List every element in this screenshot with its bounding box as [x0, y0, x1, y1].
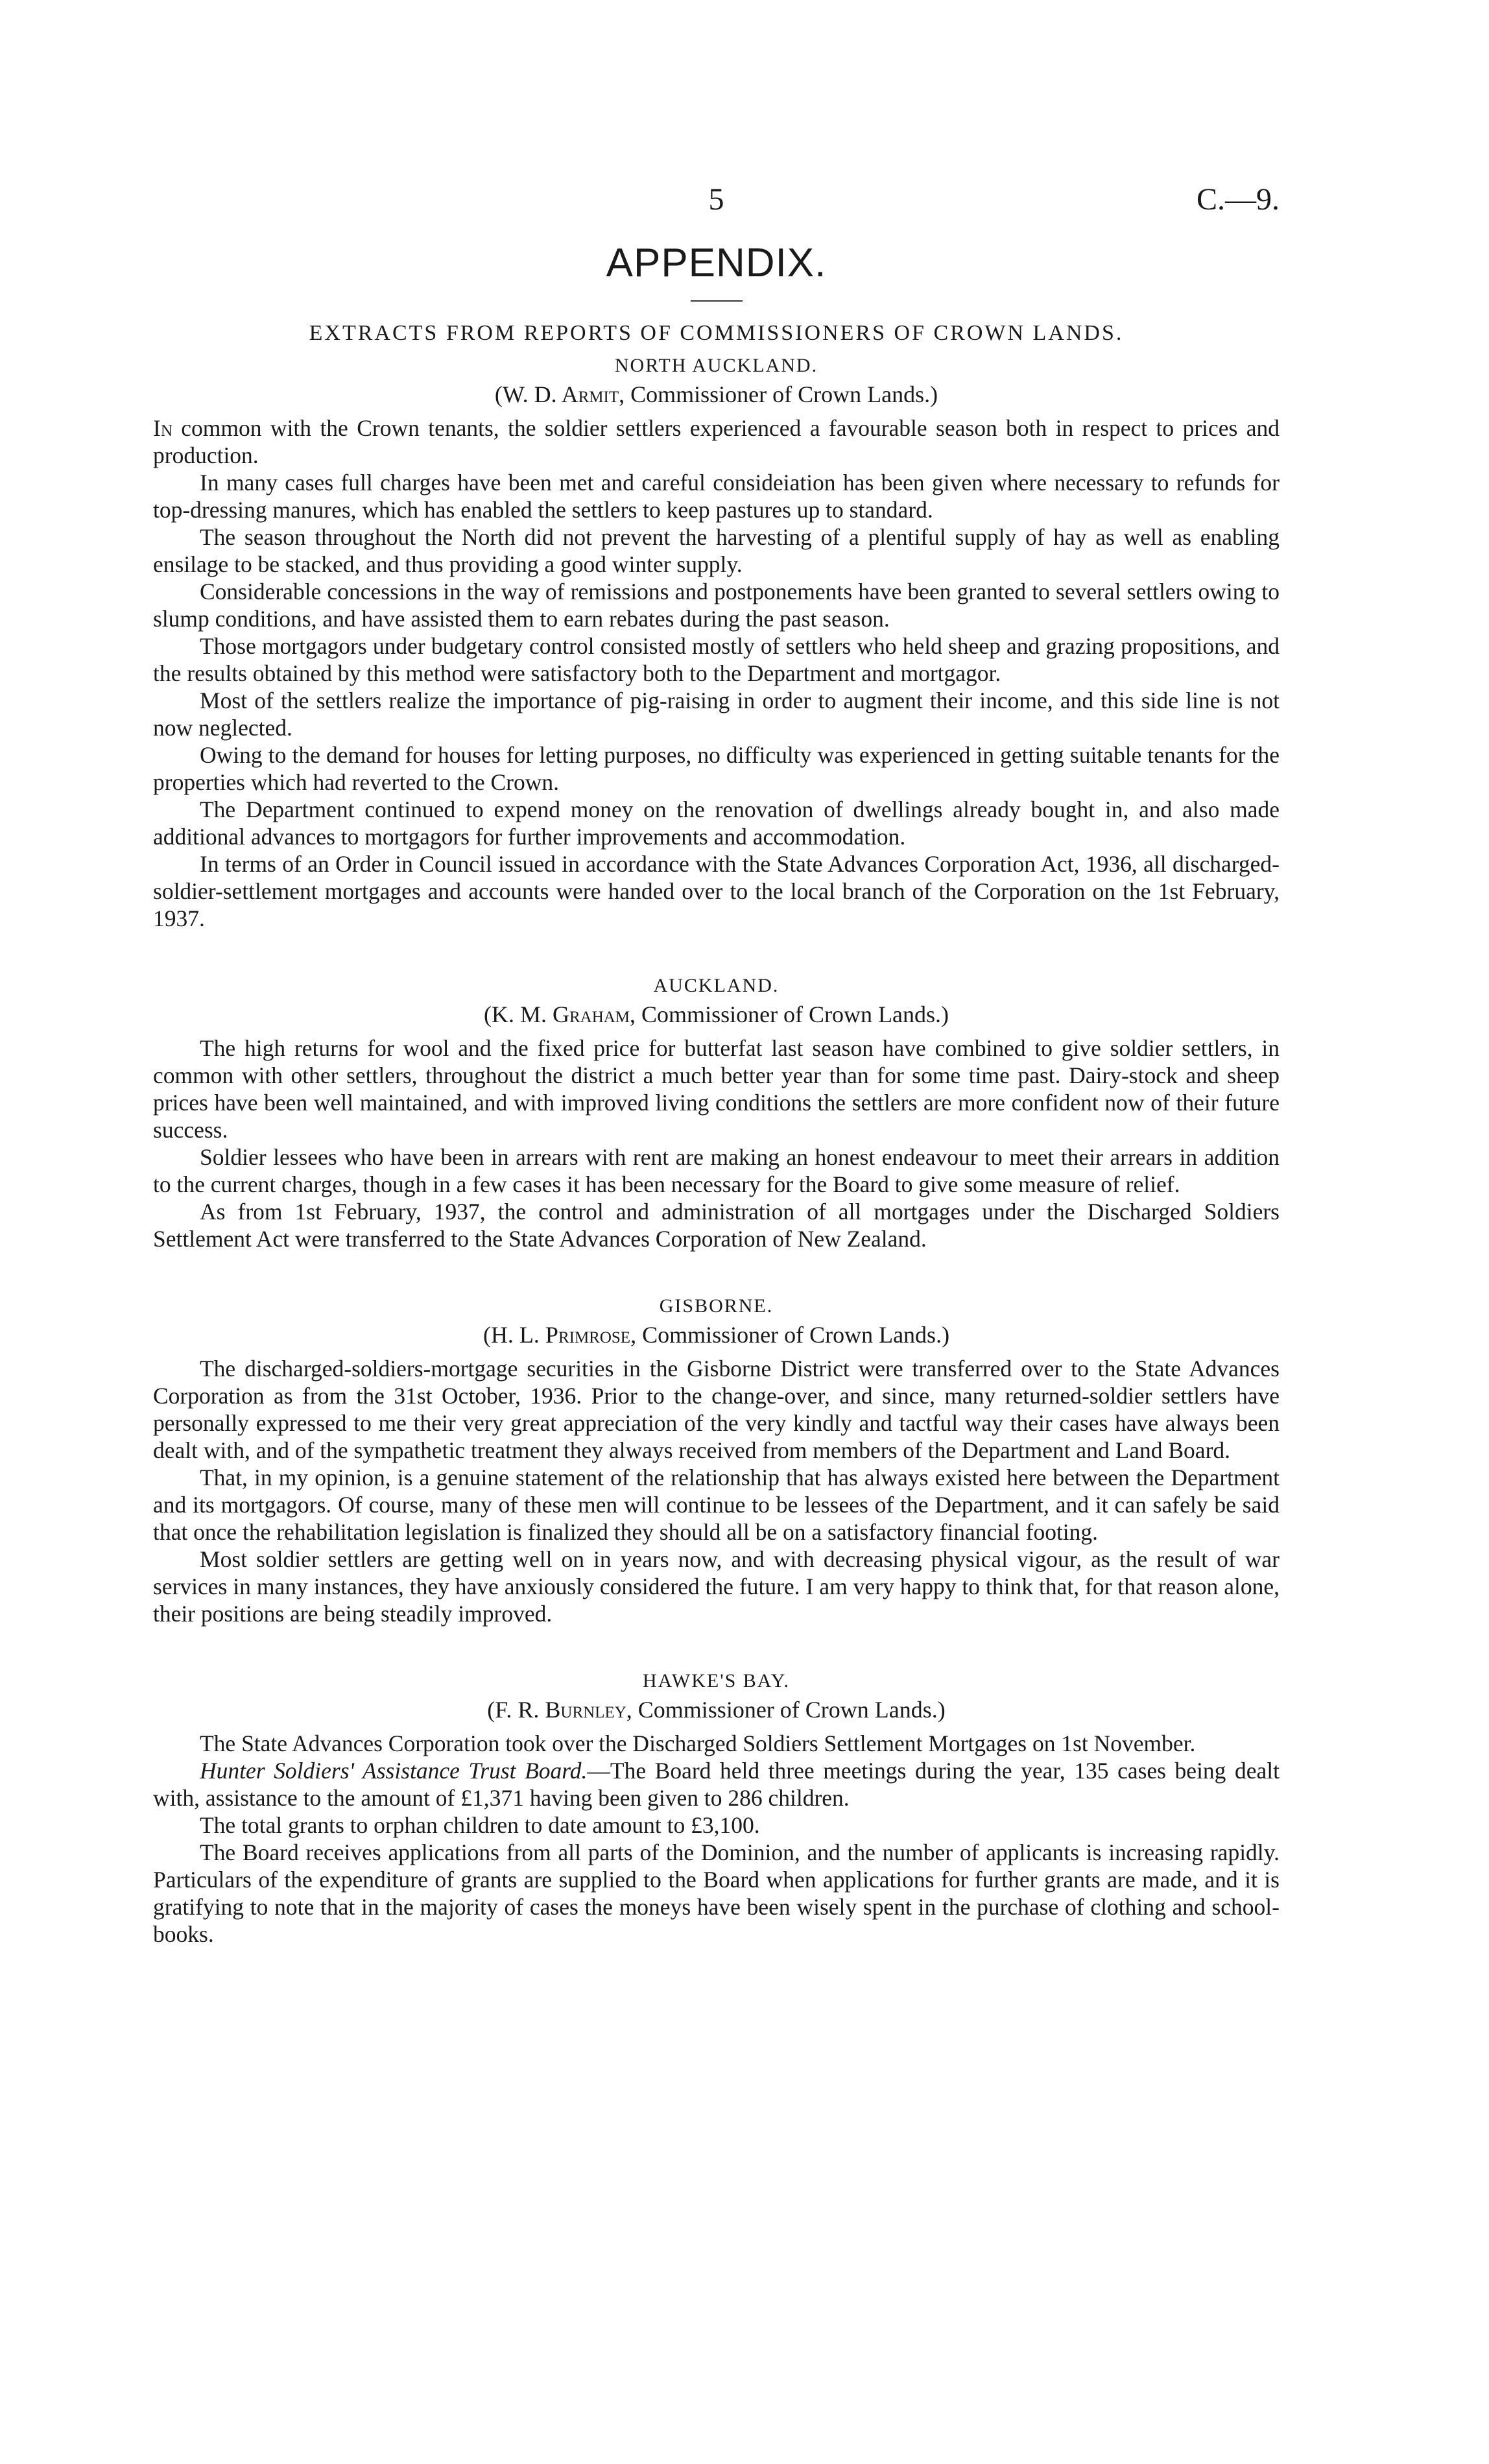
page-title: APPENDIX.	[606, 241, 827, 285]
paragraph: Most soldier settlers are getting well on in years now, and with decreasing physical vigour, as the result of war services in many instances, they have anxiously considered the future. I am very happy to think that, for that reason alone, their positions are being steadily improved.	[153, 1546, 1280, 1627]
commissioner-role: , Commissioner of Crown Lands.)	[630, 1001, 949, 1027]
paragraph: Soldier lessees who have been in arrears with rent are making an honest endeavour to meet their arrears in addition to the current charges, though in a few cases it has been necessary for the Board to give some measure of relief.	[153, 1144, 1280, 1197]
commissioner-name: H. L. Primrose	[490, 1322, 631, 1348]
commissioner-line: (F. R. Burnley, Commissioner of Crown Lands.)	[487, 1697, 946, 1723]
paragraph: In many cases full charges have been met and careful consideiation has been given where necessary to refunds for top-dressing manures, which has enabled the settlers to keep pastures up to standard.	[153, 470, 1280, 523]
commissioner-role: , Commissioner of Crown Lands.)	[626, 1697, 946, 1723]
document-page	[153, 175, 1280, 1948]
section-heading: HAWKE'S BAY.	[642, 1670, 791, 1692]
section-auckland	[153, 975, 1280, 1252]
paragraph: The season throughout the North did not prevent the harvesting of a plentiful supply of hay as well as enabling ensilage to be stacked, and thus providing a good winter supply.	[153, 524, 1280, 577]
commissioner-role: , Commissioner of Crown Lands.)	[630, 1322, 950, 1348]
section-gisborne	[153, 1295, 1280, 1627]
paragraph: The high returns for wool and the fixed price for butterfat last season have combined to give soldier settlers, in common with other settlers, throughout the district a much better year than for some time past. Dairy-stock and sheep prices have been well maintained, and with improved living conditions the settlers are more confident now of their future success.	[153, 1035, 1280, 1143]
page-subtitle: EXTRACTS FROM REPORTS OF COMMISSIONERS OF CROWN LANDS.	[309, 321, 1124, 345]
paragraph: Hunter Soldiers' Assistance Trust Board.—The Board held three meetings during the year, 135 cases being dealt with, assistance to the amount of £1,371 having been given to 286 children.	[153, 1758, 1280, 1811]
paragraph: The Department continued to expend money on the renovation of dwellings already bought in, and also made additional advances to mortgagors for further improvements and accommodation.	[153, 796, 1280, 850]
commissioner-name: W. D. Armit	[502, 381, 619, 407]
paragraph: In terms of an Order in Council issued in accordance with the State Advances Corporation Act, 1936, all discharged-soldier-settlement mortgages and accounts were handed over to the local branch of the Corporation on the 1st February, 1937.	[153, 851, 1280, 931]
paragraph: The Board receives applications from all parts of the Dominion, and the number of applicants is increasing rapidly. Particulars of the expenditure of grants are supplied to the Board when applications for further grants are made, and it is gratifying to note that in the majority of cases the moneys have been wisely spent in the purchase of clothing and school-books.	[153, 1839, 1280, 1947]
paragraph: Those mortgagors under budgetary control consisted mostly of settlers who held sheep and grazing propositions, and the results obtained by this method were satisfactory both to the Department and mortgagor.	[153, 633, 1280, 686]
paragraph: As from 1st February, 1937, the control and administration of all mortgages under the Discharged Soldiers Settlement Act were transferred to the State Advances Corporation of New Zealand.	[153, 1199, 1280, 1252]
section-north-auckland	[153, 355, 1280, 932]
commissioner-line: (H. L. Primrose, Commissioner of Crown Lands.)	[482, 1322, 950, 1348]
commissioner-name: K. M. Graham	[491, 1001, 630, 1027]
commissioner-line: (W. D. Armit, Commissioner of Crown Lands.)	[494, 381, 938, 407]
commissioner-role: , Commissioner of Crown Lands.)	[619, 381, 938, 407]
section-heading: AUCKLAND.	[653, 975, 780, 996]
paragraph: That, in my opinion, is a genuine statement of the relationship that has always existed here between the Department and its mortgagors. Of course, many of these men will continue to be lessees of the Department, and it can safely be said that once the rehabilitation legislation is finalized they should all be on a satisfactory financial footing.	[153, 1465, 1280, 1545]
page-number: 5	[708, 182, 724, 217]
commissioner-name: F. R. Burnley	[495, 1697, 626, 1723]
paragraph: The total grants to orphan children to date amount to £3,100.	[200, 1812, 760, 1838]
paragraph: Most of the settlers realize the importance of pig-raising in order to augment their income, and this side line is not now neglected.	[153, 688, 1280, 741]
paragraph: Considerable concessions in the way of remissions and postponements have been granted to several settlers owing to slump conditions, and have assisted them to earn rebates during the past season.	[153, 579, 1280, 632]
running-head	[153, 175, 1280, 227]
section-heading: GISBORNE.	[659, 1295, 774, 1317]
commissioner-line: (K. M. Graham, Commissioner of Crown Lands.)	[483, 1001, 949, 1027]
section-heading: NORTH AUCKLAND.	[614, 355, 818, 376]
paragraph: The discharged-soldiers-mortgage securities in the Gisborne District were transferred over to the State Advances Corporation as from the 31st October, 1936. Prior to the change-over, and since, many returned-soldier settlers have personally expressed to me their very great appreciation of the very kindly and tactful way their cases have always been dealt with, and of the sympathetic treatment they always received from members of the Department and Land Board.	[153, 1356, 1280, 1463]
paper-reference: C.—9.	[1196, 182, 1280, 217]
paragraph: The State Advances Corporation took over the Discharged Soldiers Settlement Mortgages on 1st November.	[200, 1730, 1196, 1756]
board-name: Hunter Soldiers' Assistance Trust Board.	[200, 1758, 588, 1784]
section-hawkes-bay	[153, 1670, 1280, 1948]
paragraph: In common with the Crown tenants, the soldier settlers experienced a favourable season both in respect to prices and production.	[153, 415, 1280, 468]
title-rule	[691, 300, 743, 302]
drop-word: In	[153, 415, 173, 441]
paragraph: Owing to the demand for houses for letting purposes, no difficulty was experienced in getting suitable tenants for the properties which had reverted to the Crown.	[153, 742, 1280, 795]
